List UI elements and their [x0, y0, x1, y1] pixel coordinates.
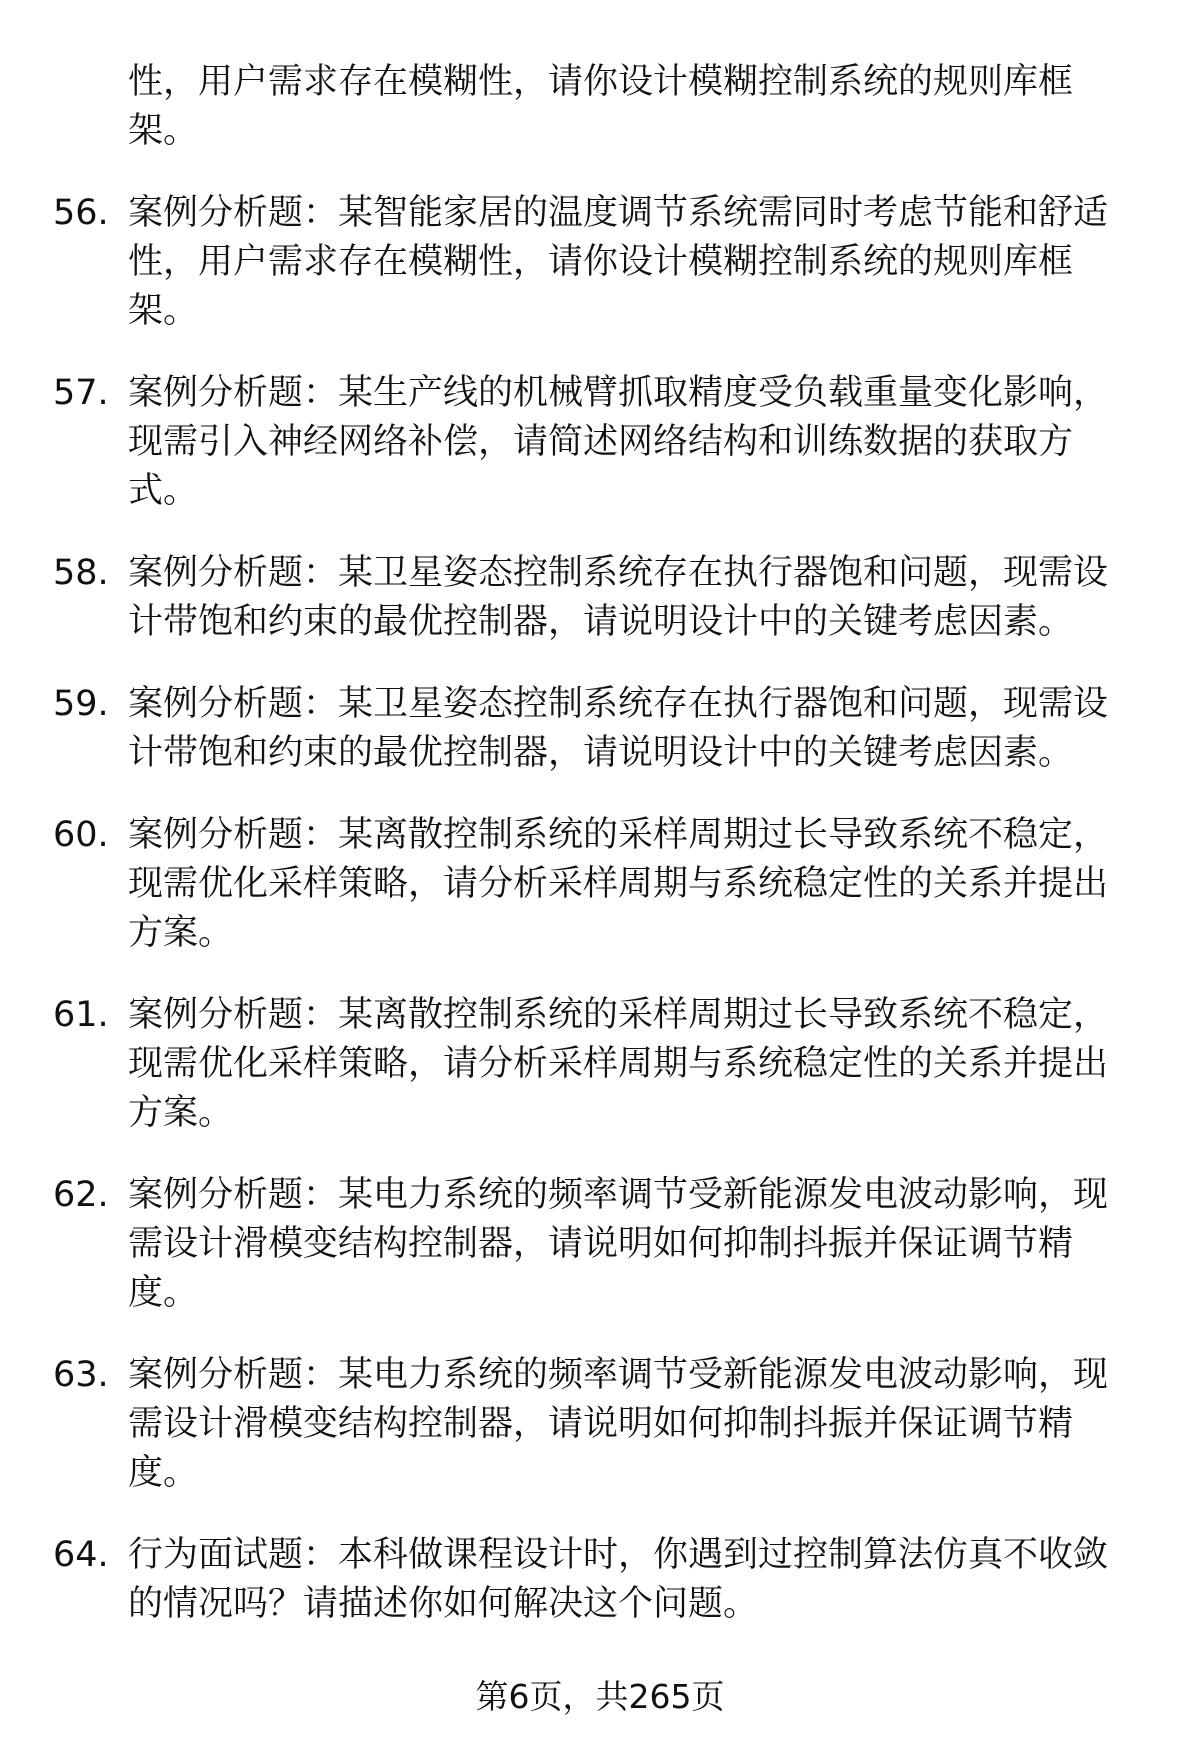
- question-number: 59.: [53, 684, 109, 724]
- question-item: [0, 1351, 1138, 1498]
- question-number: 60.: [53, 815, 109, 855]
- question-number: 63.: [53, 1355, 109, 1395]
- question-text: 案例分析题：某电力系统的频率调节受新能源发电波动影响，现需设计滑模变结构控制器，请说明如何抑制抖振并保证调节精度。: [128, 1355, 1109, 1493]
- question-number: 58.: [53, 553, 109, 593]
- question-list: [0, 58, 1200, 1662]
- question-text: 案例分析题：某智能家居的温度调节系统需同时考虑节能和舒适性，用户需求存在模糊性，请你设计模糊控制系统的规则库框架。: [128, 193, 1109, 331]
- question-text: 案例分析题：某卫星姿态控制系统存在执行器饱和问题，现需设计带饱和约束的最优控制器，请说明设计中的关键考虑因素。: [128, 553, 1109, 642]
- question-item: [0, 1171, 1138, 1318]
- question-item: [0, 680, 1138, 778]
- question-item: [0, 549, 1138, 647]
- question-number: 61.: [53, 995, 109, 1035]
- question-number: 62.: [53, 1175, 109, 1215]
- question-item: [0, 1531, 1138, 1629]
- question-item: [0, 189, 1138, 336]
- question-item: [0, 811, 1138, 958]
- question-number: 57.: [53, 373, 109, 413]
- question-text: 案例分析题：某电力系统的频率调节受新能源发电波动影响，现需设计滑模变结构控制器，请说明如何抑制抖振并保证调节精度。: [128, 1175, 1109, 1313]
- page-footer: 第6页，共265页: [475, 1677, 725, 1716]
- question-text: 行为面试题：本科做课程设计时，你遇到过控制算法仿真不收敛的情况吗？请描述你如何解决这个问题。: [128, 1535, 1109, 1624]
- question-number: 64.: [53, 1535, 109, 1575]
- question-item: [0, 369, 1138, 516]
- question-text: 案例分析题：某离散控制系统的采样周期过长导致系统不稳定，现需优化采样策略，请分析采样周期与系统稳定性的关系并提出方案。: [128, 995, 1109, 1133]
- question-text: 案例分析题：某生产线的机械臂抓取精度受负载重量变化影响，现需引入神经网络补偿，请简述网络结构和训练数据的获取方式。: [128, 373, 1109, 511]
- question-text: 性，用户需求存在模糊性，请你设计模糊控制系统的规则库框架。: [128, 62, 1074, 151]
- question-item: [0, 991, 1138, 1138]
- question-text: 案例分析题：某离散控制系统的采样周期过长导致系统不稳定，现需优化采样策略，请分析采样周期与系统稳定性的关系并提出方案。: [128, 815, 1109, 953]
- question-text: 案例分析题：某卫星姿态控制系统存在执行器饱和问题，现需设计带饱和约束的最优控制器，请说明设计中的关键考虑因素。: [128, 684, 1109, 773]
- question-number: 56.: [53, 193, 109, 233]
- question-continuation: [0, 58, 1138, 156]
